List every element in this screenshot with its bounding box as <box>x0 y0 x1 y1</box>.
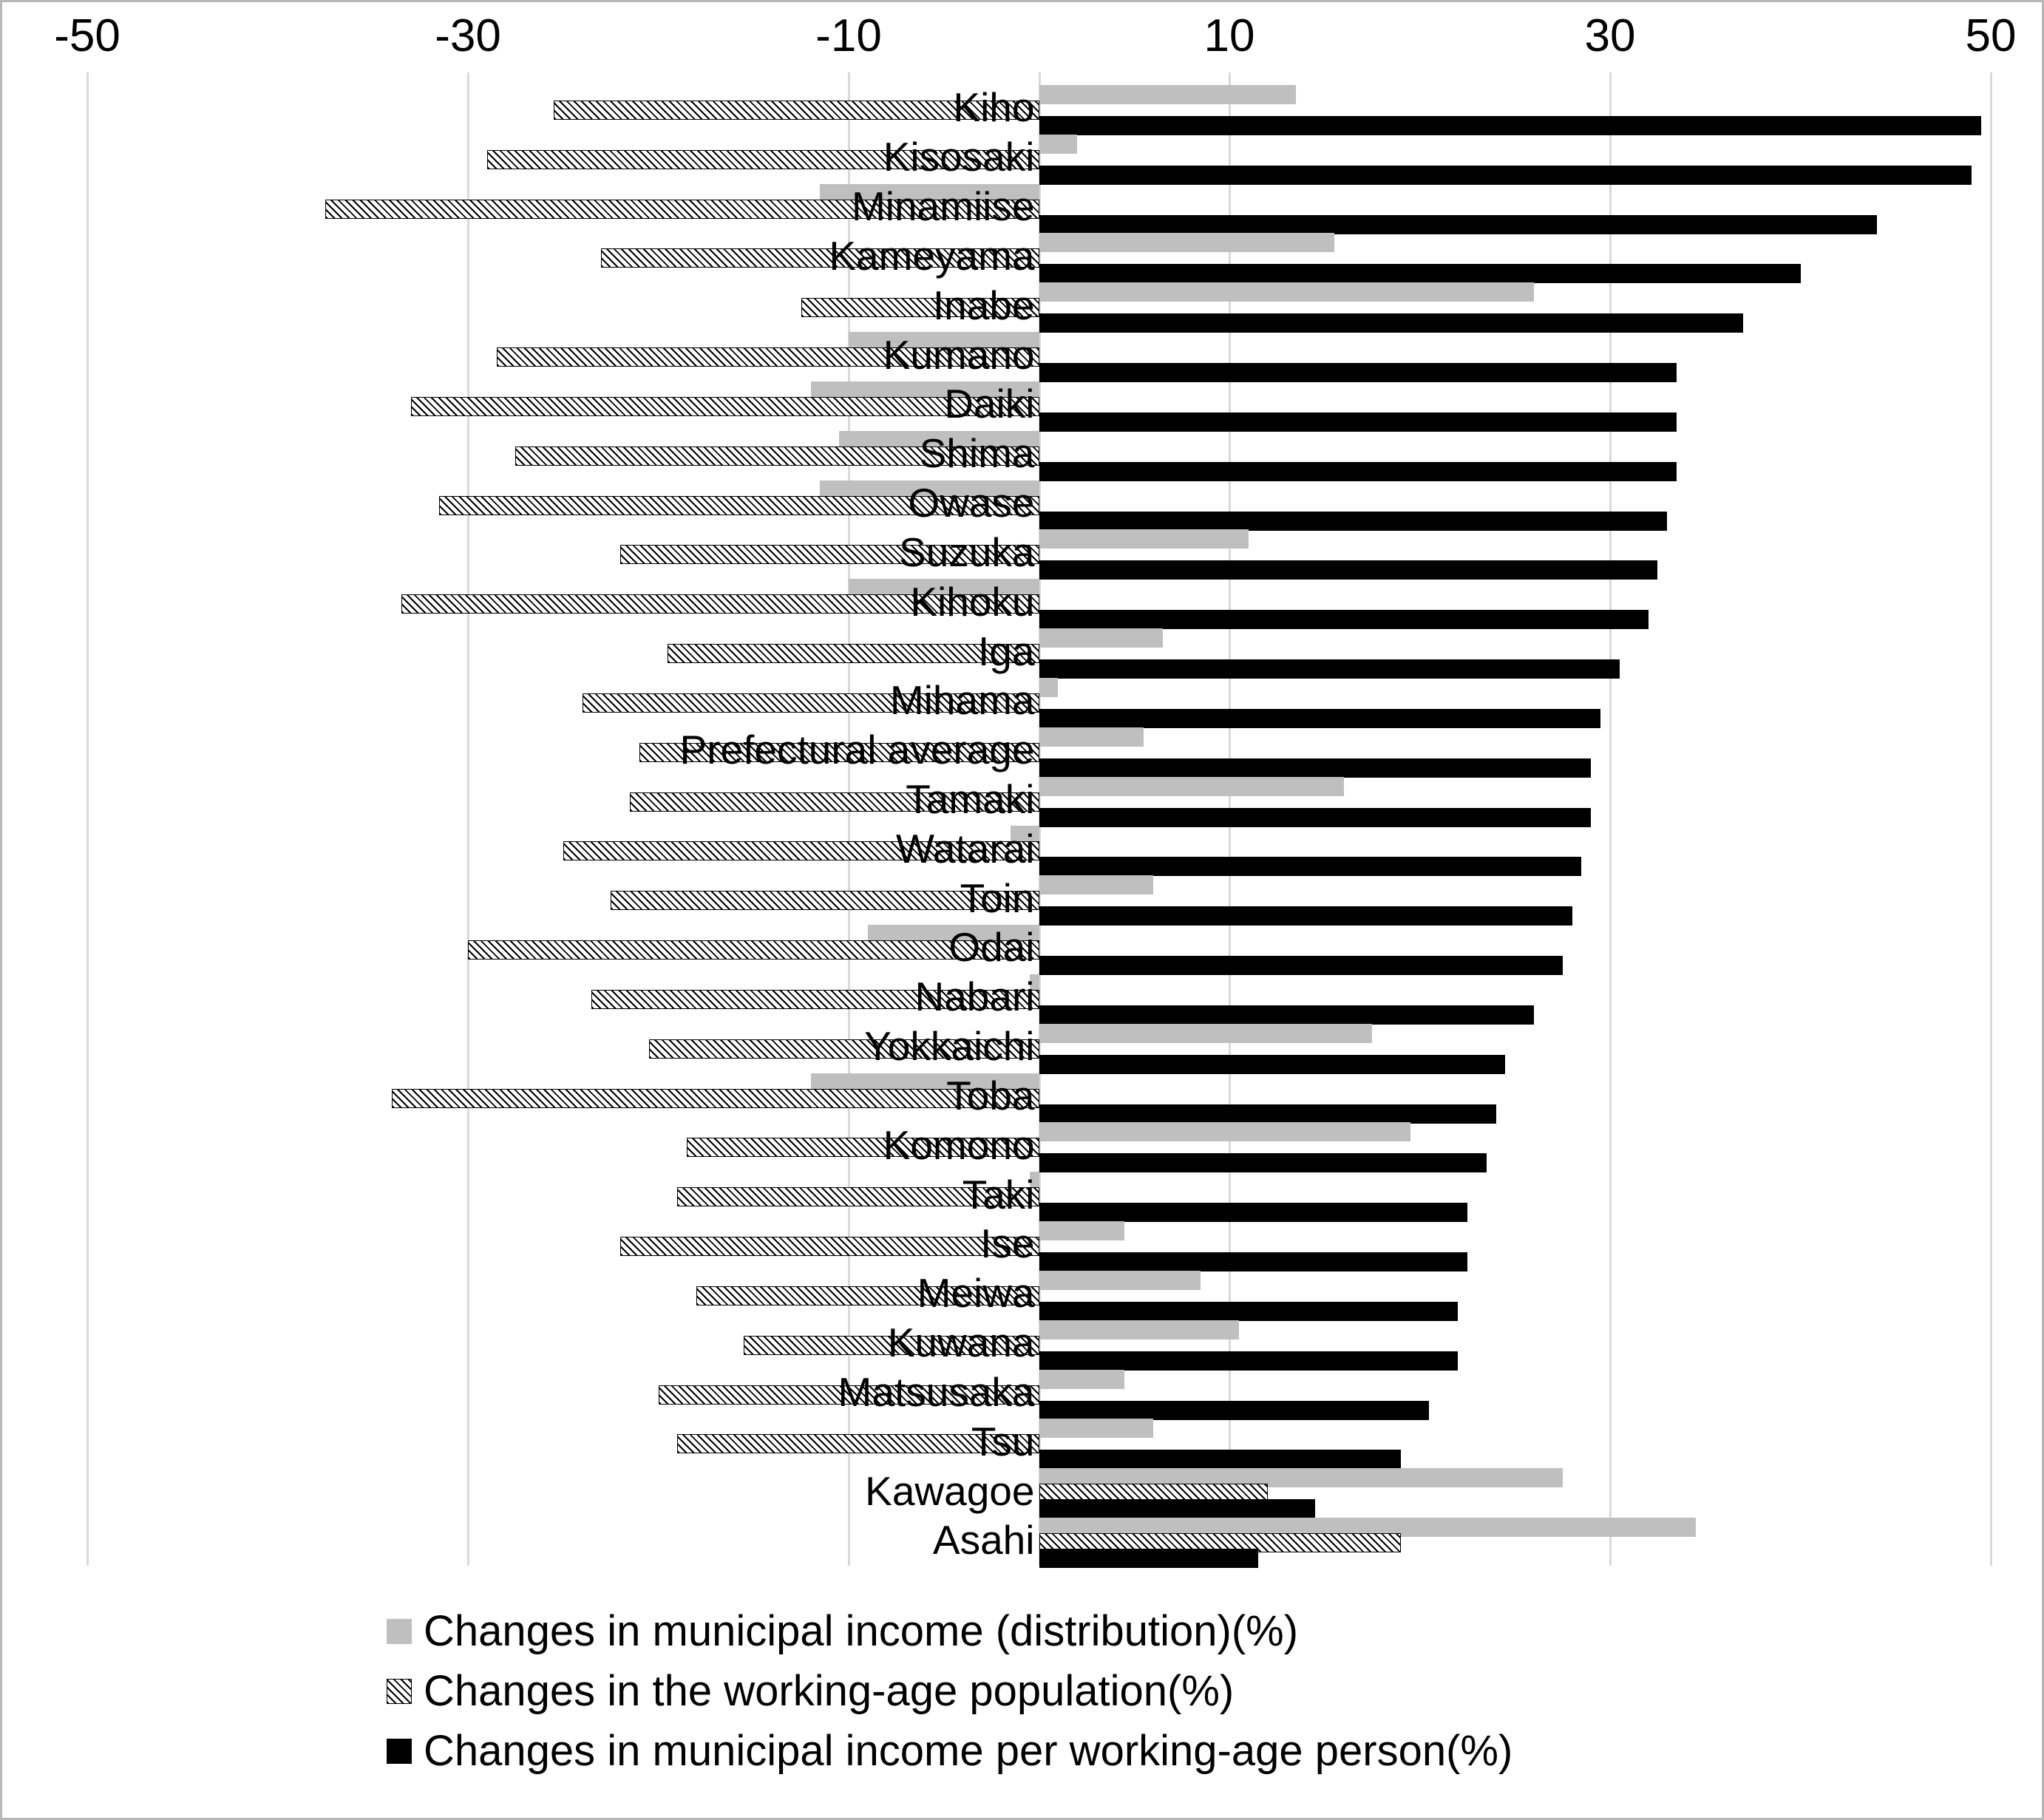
chart-row <box>2 923 2044 973</box>
bar-municipal-income <box>1039 135 1078 154</box>
chart-row <box>2 429 2044 479</box>
chart-row <box>2 577 2044 627</box>
chart-row <box>2 824 2044 874</box>
legend-label: Changes in the working-age population(%) <box>424 1667 1235 1715</box>
category-label: Tsu <box>971 1418 1035 1464</box>
bar-municipal-income <box>1039 1370 1125 1389</box>
chart-rows <box>2 84 2044 1566</box>
category-label: Meiwa <box>917 1270 1035 1317</box>
category-label: Toba <box>946 1072 1035 1118</box>
x-axis-tick-label: 10 <box>1203 10 1255 61</box>
chart-row <box>2 1220 2044 1269</box>
category-label: Suzuka <box>899 529 1035 575</box>
category-label: Nabari <box>914 974 1035 1020</box>
bar-municipal-income <box>1039 85 1297 104</box>
x-axis-tick-label: -10 <box>815 10 882 61</box>
legend-item <box>2 1606 2044 1656</box>
bar-municipal-income <box>1039 1271 1201 1290</box>
category-label: Toin <box>960 875 1035 921</box>
category-label: Taki <box>962 1171 1035 1218</box>
bar-municipal-income <box>1039 529 1249 549</box>
bar-municipal-income <box>1039 777 1344 796</box>
chart-legend <box>2 1606 2044 1799</box>
category-label: Odai <box>948 924 1035 971</box>
chart-row <box>2 775 2044 825</box>
legend-item <box>2 1666 2044 1716</box>
category-label: Yokkaichi <box>864 1023 1035 1070</box>
chart-row <box>2 973 2044 1022</box>
bar-municipal-income <box>1039 1320 1239 1339</box>
chart-row <box>2 281 2044 330</box>
chart-row <box>2 1072 2044 1121</box>
bar-municipal-income <box>1039 1024 1373 1043</box>
chart-row <box>2 1368 2044 1418</box>
chart-row <box>2 1417 2044 1467</box>
chart-row <box>2 330 2044 380</box>
chart-row <box>2 1516 2044 1566</box>
bar-municipal-income <box>1039 233 1334 252</box>
chart-row <box>2 231 2044 281</box>
chart-row <box>2 1170 2044 1220</box>
category-label: Matsusaka <box>838 1368 1035 1415</box>
bar-municipal-income <box>1039 727 1144 747</box>
category-label: Kumano <box>883 331 1035 378</box>
category-label: Kuwana <box>887 1320 1035 1366</box>
category-label: Asahi <box>932 1517 1035 1563</box>
chart-row <box>2 726 2044 775</box>
bar-municipal-income <box>1039 678 1059 697</box>
category-label: Watarai <box>896 825 1035 872</box>
chart-row <box>2 528 2044 577</box>
x-axis-tick-label: 30 <box>1584 10 1636 61</box>
category-label: Daiki <box>944 381 1035 427</box>
x-axis-tick-label: -50 <box>54 10 120 61</box>
bar-working-age-population <box>392 1089 1039 1108</box>
bar-income-per-working-age-person <box>1039 1549 1258 1568</box>
category-label: Kiho <box>953 84 1035 131</box>
bar-municipal-income <box>1039 875 1154 894</box>
bar-municipal-income <box>1039 1419 1154 1438</box>
chart-row <box>2 1121 2044 1170</box>
legend-swatch-pop <box>387 1679 412 1704</box>
category-label: Minamiise <box>851 183 1035 230</box>
category-label: Prefectural average <box>679 727 1035 773</box>
legend-swatch-percap <box>387 1739 412 1764</box>
chart-row <box>2 380 2044 429</box>
bar-municipal-income <box>1039 628 1163 648</box>
category-label: Komono <box>883 1121 1035 1168</box>
category-label: Shima <box>919 430 1035 477</box>
chart-row <box>2 133 2044 183</box>
category-label: Kameyama <box>829 232 1035 279</box>
legend-swatch-income <box>387 1619 412 1644</box>
category-label: Iga <box>978 628 1035 674</box>
chart-plot-area <box>2 2 2044 1599</box>
bar-municipal-income <box>1039 282 1535 302</box>
x-axis-tick-labels <box>2 10 2044 69</box>
chart-row <box>2 874 2044 923</box>
chart-row <box>2 1022 2044 1072</box>
chart-row <box>2 1319 2044 1368</box>
x-axis-tick-label: -30 <box>435 10 501 61</box>
category-label: Inabe <box>932 282 1035 328</box>
category-label: Ise <box>980 1220 1035 1267</box>
chart-row <box>2 183 2044 232</box>
legend-item <box>2 1726 2044 1776</box>
legend-label: Changes in municipal income (distribution)(%) <box>424 1607 1299 1655</box>
category-label: Tamaki <box>906 776 1035 822</box>
chart-row <box>2 479 2044 529</box>
chart-row <box>2 676 2044 726</box>
bar-working-age-population <box>620 1237 1039 1256</box>
category-label: Owase <box>908 480 1035 526</box>
x-axis-tick-label: 50 <box>1965 10 2017 61</box>
bar-municipal-income <box>1039 1122 1410 1141</box>
chart-row <box>2 1269 2044 1319</box>
chart-row <box>2 84 2044 133</box>
chart-row <box>2 627 2044 676</box>
category-label: Kihoku <box>910 578 1035 625</box>
category-label: Kawagoe <box>865 1467 1035 1514</box>
legend-label: Changes in municipal income per working-age person(%) <box>424 1727 1513 1775</box>
category-label: Kisosaki <box>883 134 1035 180</box>
category-label: Mihama <box>889 677 1035 724</box>
bar-municipal-income <box>1039 1221 1125 1240</box>
chart-row <box>2 1467 2044 1516</box>
